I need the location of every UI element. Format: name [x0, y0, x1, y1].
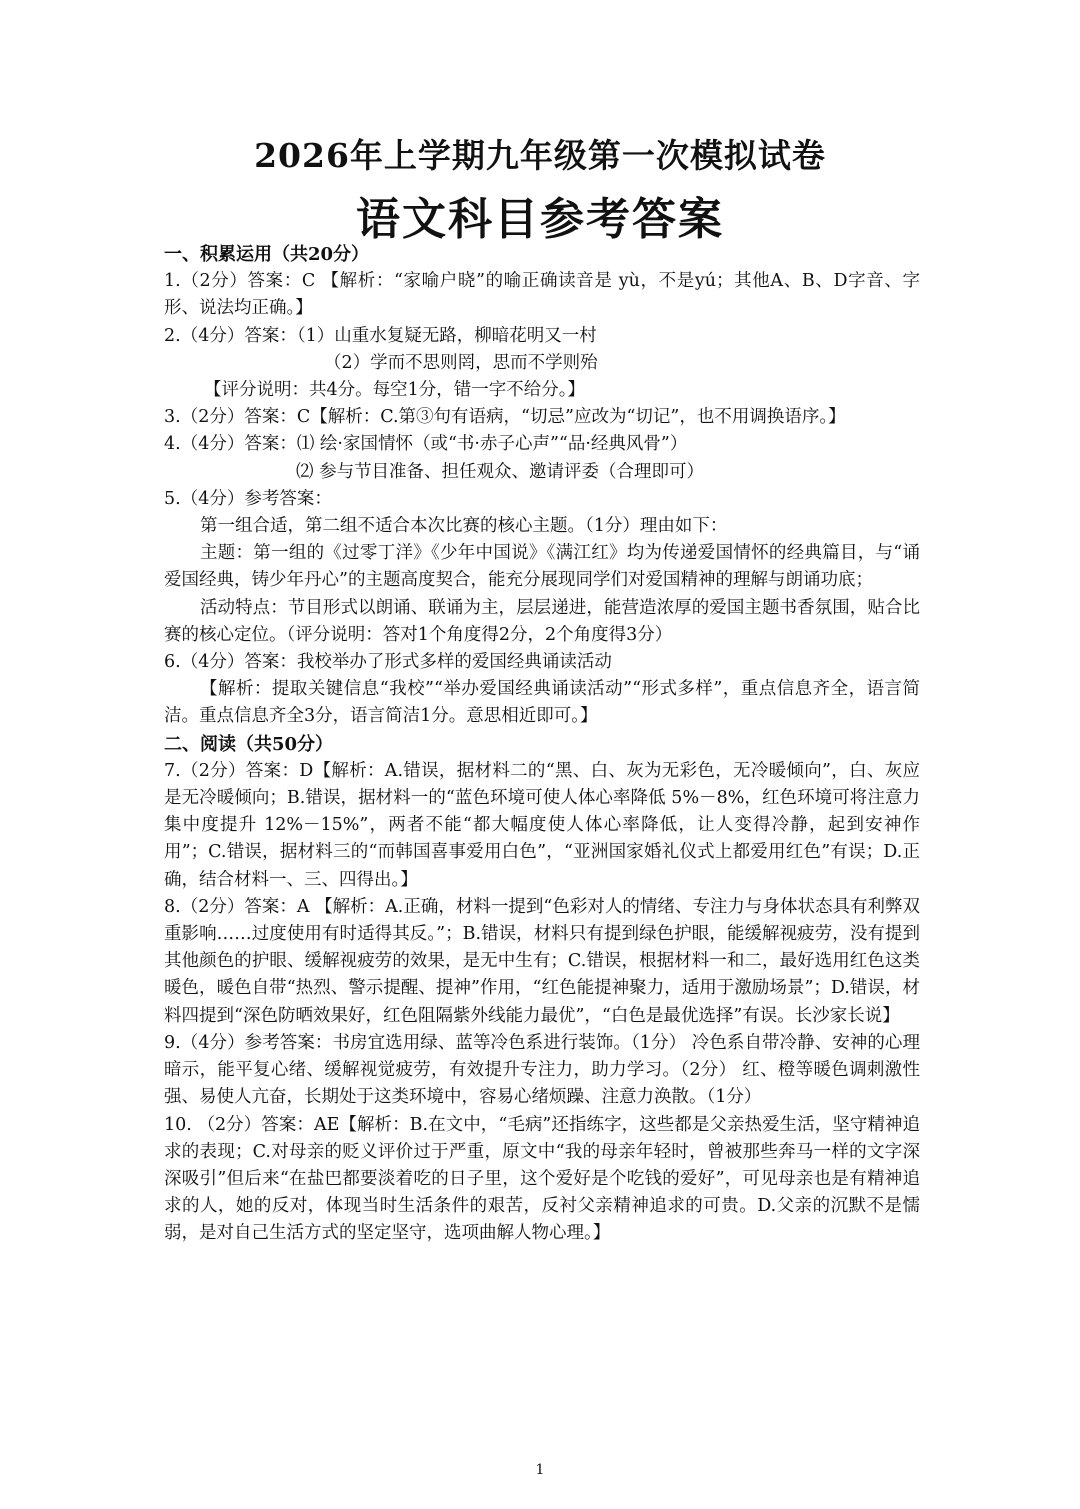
page-number: 1: [535, 1462, 545, 1478]
answer-q6-analysis: 【解析：提取关键信息“我校”“举办爱国经典诵读活动”“形式多样”，重点信息齐全，语言简洁。重点信息齐全3分，语言简洁1分。意思相近即可。】: [164, 679, 920, 727]
section-heading-reading: 二、阅读（共50分）: [164, 733, 334, 755]
answer-q2: 2.（4分）答案：（1）山重水复疑无路，柳暗花明又一村: [164, 325, 597, 346]
answer-key-title: 语文科目参考答案: [356, 194, 724, 245]
answer-q1: 1.（2分）答案：C 【解析：“家喻户晓”的喻正确读音是 yù，不是yú；其他A、B、D字音、字形、说法均正确。】: [164, 271, 920, 319]
answer-q4: 4.（4分）答案：⑴ 绘·家国情怀（或“书·赤子心声”“品·经典风骨”）: [164, 434, 688, 455]
answer-q5-theme: 主题：第一组的《过零丁洋》《少年中国说》《满江红》均为传递爱国情怀的经典篇目，与“诵爱国经典，铸少年丹心”的主题高度契合，能充分展现同学们对爱国精神的理解与朗诵功底；: [164, 543, 920, 591]
answer-q8: 8.（2分）答案：A 【解析：A.正确，材料一提到“色彩对人的情绪、专注力与身体状态具有利弊双重影响……过度使用有时适得其反。”；B.错误，材料只有提到绿色护眼，能缓解视疲劳，没有提到其他颜色的护眼、缓解视疲劳的效果，是无中生有；C.错误，根据材料一和二，最好选用红色这类暖色，暖色自带“热烈、警示提醒、提神”作用，“红色能提神聚力，适用于激励场景”；D.错误，材料四提到“深色防晒效果好，红色阻隔紫外线能力最优”，“白色是最优选择”有误。长沙家长说】: [164, 896, 920, 1026]
answer-q10: 10. （2分）答案：AE【解析：B.在文中，“毛病”还指练字，这些都是父亲热爱生活，坚守精神追求的表现；C.对母亲的贬义评价过于严重，原文中“我的母亲年轻时，曾被那些奔马一样的文字深深吸引”但后来“在盐巴都要淡着吃的日子里，这个爱好是个吃钱的爱好”，可见母亲也是有精神追求的人，她的反对，体现当时生活条件的艰苦，反衬父亲精神追求的可贵。D.父亲的沉默不是懦弱，是对自己生活方式的坚定坚守，选项曲解人物心理。】: [164, 1114, 920, 1244]
answer-q9: 9.（4分）参考答案：书房宜选用绿、蓝等冷色系进行装饰。（1分） 冷色系自带冷静、安神的心理暗示，能平复心绪、缓解视觉疲劳，有效提升专注力，助力学习。（2分） 红、橙等暖色调刺激性强、易使人亢奋，长期处于这类环境中，容易心绪烦躁、注意力涣散。（1分）: [164, 1032, 920, 1108]
answer-q4-line2: ⑵ 参与节目准备、担任观众、邀请评委（合理即可）: [296, 461, 705, 482]
section-heading-accumulation: 一、积累运用（共20分）: [164, 244, 370, 265]
answer-q6: 6.（4分）答案：我校举办了形式多样的爱国经典诵读活动: [164, 652, 612, 673]
answer-q7: 7.（2分）答案：D【解析：A.错误，据材料二的“黑、白、灰为无彩色，无冷暖倾向”，白、灰应是无冷暖倾向；B.错误，据材料一的“蓝色环境可使人体心率降低 5%－8%，红色环境可将注意力集中度提升 12%－15%”，两者不能“都大幅度使人体心率降低，让人变得冷静，起到安神作用”；C.错误，据材料三的“而韩国喜事爱用白色”，“亚洲国家婚礼仪式上都爱用红色”有误；D.正确，结合材料一、三、四得出。】: [164, 760, 920, 890]
answer-q2-line2: （2）学而不思则罔，思而不学则殆: [324, 352, 598, 373]
answer-q3: 3.（2分）答案：C【解析：C.第③句有语病，“切忌”应改为“切记”，也不用调换语序。】: [164, 407, 846, 428]
answer-content: [164, 241, 920, 1248]
answer-q2-scoring-note: 【评分说明：共4分。每空1分，错一字不给分。】: [204, 380, 586, 401]
answer-q5-activity: 活动特点：节目形式以朗诵、联诵为主，层层递进，能营造浓厚的爱国主题书香氛围，贴合比赛的核心定位。（评分说明：答对1个角度得2分，2个角度得3分）: [164, 597, 920, 645]
answer-q5: 5.（4分）参考答案：: [164, 488, 332, 509]
answer-q5-conclusion: 第一组合适，第二组不适合本次比赛的核心主题。（1分）理由如下：: [200, 516, 728, 537]
exam-title: 2026年上学期九年级第一次模拟试卷: [254, 136, 826, 175]
